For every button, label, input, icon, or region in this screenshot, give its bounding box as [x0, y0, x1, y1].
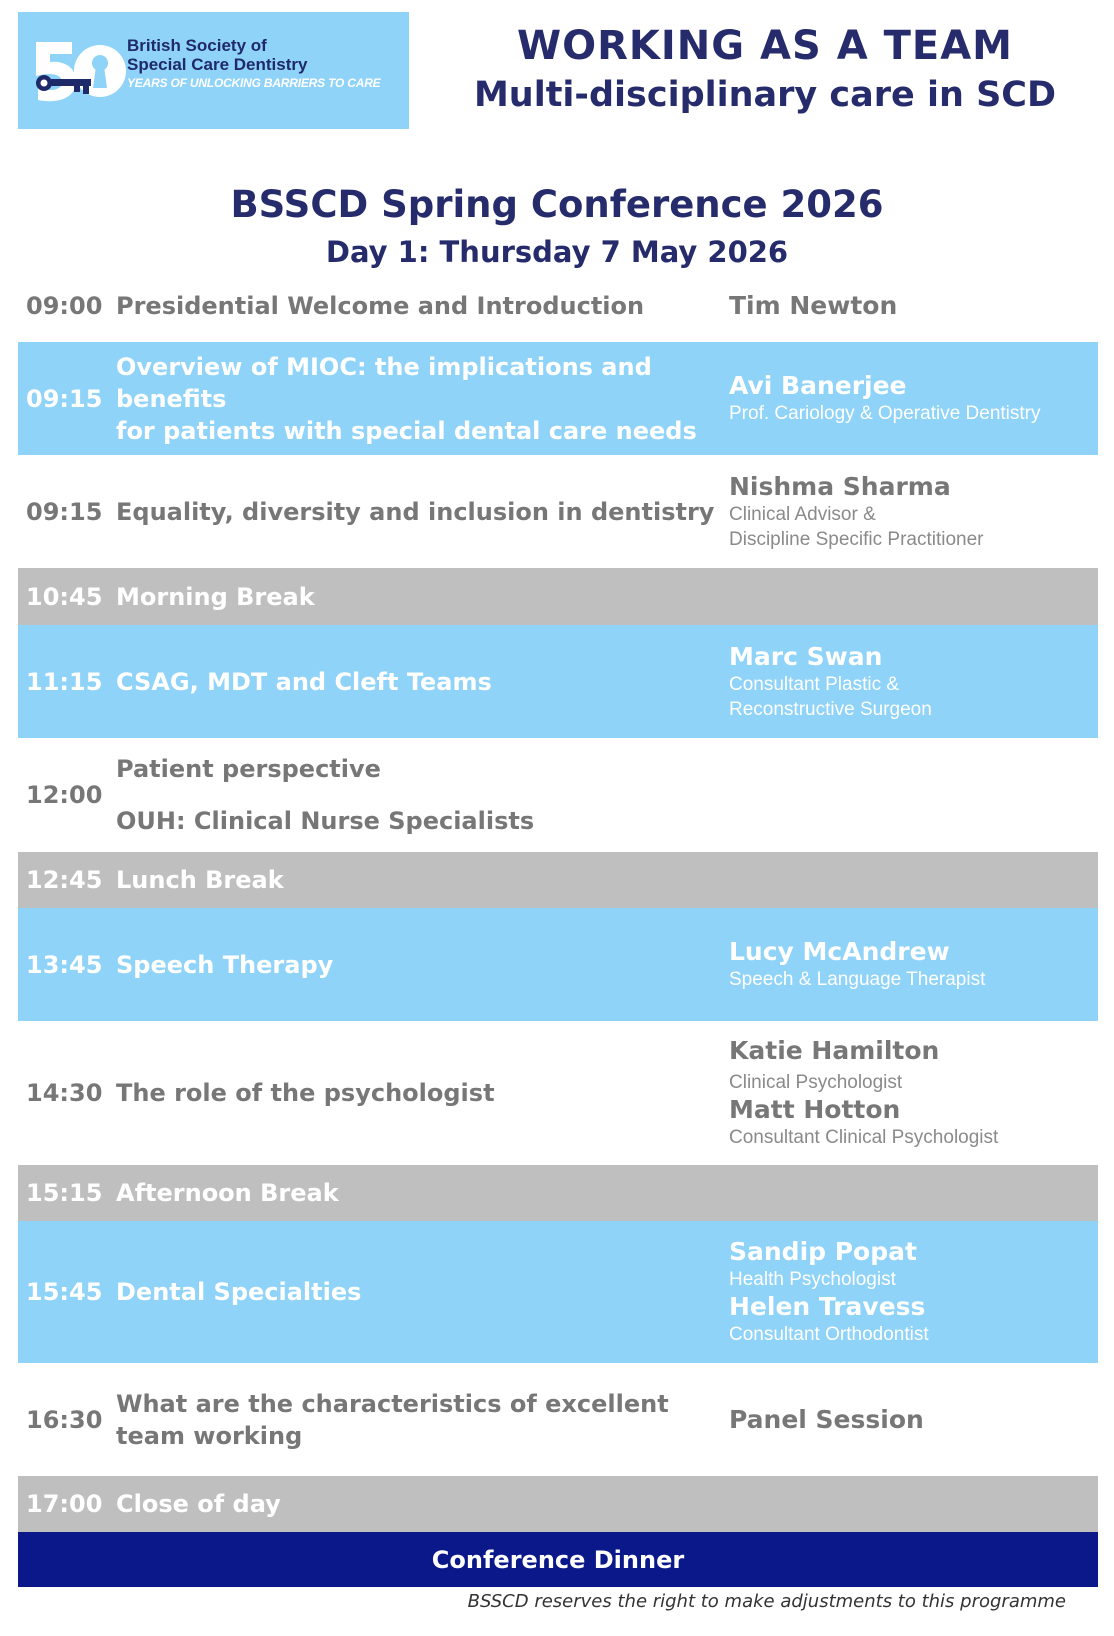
- session-title-line: Overview of MIOC: the implications and benefits: [116, 352, 652, 413]
- speaker-role: Discipline Specific Practitioner: [729, 528, 984, 550]
- speaker-role: Reconstructive Surgeon: [729, 698, 932, 720]
- conference-title: BSSCD Spring Conference 2026: [230, 183, 884, 226]
- session-title-line: for patients with special dental care needs: [116, 416, 697, 445]
- break-title: Afternoon Break: [116, 1179, 339, 1207]
- speaker-role: Consultant Plastic &: [729, 673, 900, 695]
- speaker-name: Marc Swan: [729, 641, 883, 671]
- session-time: 16:30: [26, 1405, 103, 1434]
- speaker-name: Nishma Sharma: [729, 471, 951, 501]
- session-time: 11:15: [26, 667, 103, 696]
- session-time: 12:00: [26, 781, 103, 809]
- session-title: CSAG, MDT and Cleft Teams: [116, 667, 492, 696]
- speaker-name: Katie Hamilton: [729, 1036, 940, 1065]
- session-time: 13:45: [26, 950, 103, 979]
- speaker-name: Sandip Popat: [729, 1237, 917, 1266]
- session-time: 12:45: [26, 866, 103, 894]
- conference-heading: [0, 182, 1114, 274]
- schedule-row: [18, 1363, 1098, 1476]
- session-title: Equality, diversity and inclusion in dentistry: [116, 497, 715, 526]
- speaker-role: Consultant Orthodontist: [729, 1324, 929, 1345]
- event-subtitle: Multi-disciplinary care in SCD: [473, 75, 1057, 115]
- break-row: [18, 852, 1098, 908]
- speaker-name: Panel Session: [729, 1404, 924, 1434]
- session-title: Speech Therapy: [116, 950, 334, 979]
- speaker-name: Matt Hotton: [729, 1095, 901, 1124]
- speaker-role: Clinical Advisor &: [729, 503, 876, 525]
- session-time: 14:30: [26, 1079, 103, 1107]
- speaker-name: Lucy McAndrew: [729, 937, 950, 966]
- session-title-line: Patient perspective: [116, 755, 381, 783]
- speaker-name: Avi Banerjee: [729, 371, 907, 400]
- schedule-row: [18, 342, 1098, 455]
- speaker-role: Prof. Cariology & Operative Dentistry: [729, 403, 1041, 424]
- speaker-name: Tim Newton: [729, 290, 898, 320]
- schedule-row: [18, 738, 1098, 852]
- society-logo: [18, 12, 409, 129]
- session-time: 15:45: [26, 1278, 103, 1306]
- session-title: The role of the psychologist: [116, 1079, 495, 1107]
- session-time: 09:00: [26, 291, 103, 320]
- session-time: 09:15: [26, 497, 103, 526]
- schedule-row: [18, 1021, 1098, 1165]
- logo-tagline: YEARS OF UNLOCKING BARRIERS TO CARE: [127, 76, 381, 90]
- session-time: 17:00: [26, 1490, 103, 1518]
- session-time: 09:15: [26, 384, 103, 413]
- session-title-line: OUH: Clinical Nurse Specialists: [116, 807, 535, 835]
- schedule-row: [18, 455, 1098, 568]
- session-title: Dental Specialties: [116, 1278, 362, 1306]
- logo-society-line1: British Society of: [127, 36, 267, 55]
- break-title: Lunch Break: [116, 866, 284, 894]
- session-title-line: team working: [116, 1421, 303, 1450]
- logo-society-line2: Special Care Dentistry: [127, 55, 308, 74]
- schedule-row: [18, 283, 1098, 328]
- session-time: 15:15: [26, 1179, 103, 1207]
- break-row: [18, 1476, 1098, 1532]
- break-row: [18, 568, 1098, 625]
- event-title: WORKING AS A TEAM: [517, 23, 1013, 69]
- speaker-role: Speech & Language Therapist: [729, 969, 986, 990]
- conference-dinner-banner: Conference Dinner: [18, 1532, 1098, 1587]
- speaker-role: Clinical Psychologist: [729, 1072, 903, 1093]
- disclaimer: BSSCD reserves the right to make adjustments to this programme: [467, 1591, 1066, 1612]
- session-time: 10:45: [26, 582, 103, 611]
- break-title: Close of day: [116, 1490, 281, 1518]
- speaker-role: Health Psychologist: [729, 1269, 896, 1290]
- session-title-line: What are the characteristics of excellent: [116, 1389, 669, 1418]
- break-row: [18, 1165, 1098, 1221]
- speaker-name: Helen Travess: [729, 1292, 926, 1321]
- schedule-row: [18, 1221, 1098, 1363]
- conference-day: Day 1: Thursday 7 May 2026: [325, 235, 789, 269]
- speaker-role: Consultant Clinical Psychologist: [729, 1127, 999, 1148]
- session-title: Presidential Welcome and Introduction: [116, 291, 645, 320]
- event-heading: [440, 20, 1090, 118]
- schedule-row: [18, 908, 1098, 1021]
- break-title: Morning Break: [116, 582, 315, 611]
- schedule-row: [18, 625, 1098, 738]
- fifty-key-icon: [30, 38, 126, 104]
